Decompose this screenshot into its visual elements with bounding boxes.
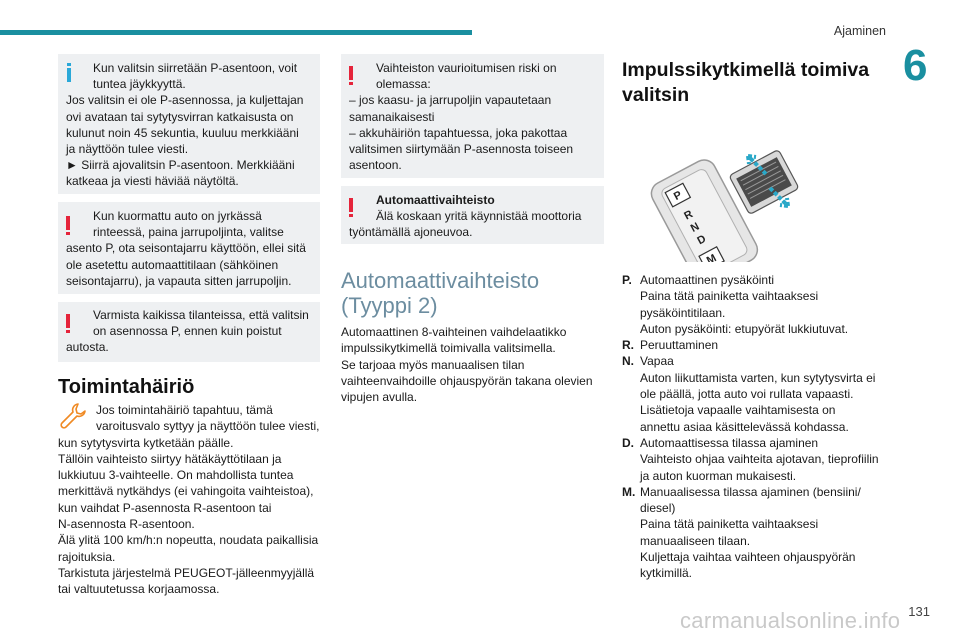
malfunction-line: kun sytytysvirta kytketään päälle. — [58, 435, 234, 450]
info-line: kulunut noin 45 sekuntia, kuuluu merkkiääni — [66, 125, 299, 140]
section-heading-gearbox — [341, 268, 539, 318]
definition-value — [640, 353, 892, 434]
warning-box-before-leaving — [58, 302, 320, 362]
page-number: 131 — [908, 604, 930, 619]
warning-line: Vaihteiston vaurioitumisen riski on — [376, 61, 557, 75]
definition-row — [622, 484, 892, 582]
warning-title: Automaattivaihteisto — [376, 193, 495, 207]
selector-definitions — [622, 272, 892, 582]
definition-line: Vaihteisto ohjaa vaihteita ajotavan, tieprofiilin — [640, 452, 879, 467]
selector-letter-m: M — [704, 252, 719, 262]
info-line: ► Siirrä ajovalitsin P-asentoon. Merkkiääni — [66, 158, 295, 173]
warning-box-no-push-start — [341, 186, 604, 244]
warning-line: asento P, ota seisontajarru käyttöön, ellei sitä — [66, 241, 306, 256]
definition-line: pysäköintitilaan. — [640, 305, 726, 320]
selector-letter-p: P — [671, 189, 685, 204]
section-heading-line: (Tyyppi 2) — [341, 293, 438, 318]
malfunction-line: Jos toimintahäiriö tapahtuu, tämä — [96, 403, 273, 417]
info-line: ja näyttöön tulee viesti. — [66, 142, 189, 157]
warning-line: ole asetettu automaattitilaan (sähköinen — [66, 257, 279, 272]
warning-box-loaded-slope — [58, 202, 320, 294]
definition-line: annettu asiaa käsittelevässä kohdassa. — [640, 419, 849, 434]
malfunction-line: Tarkistuta järjestelmä PEUGEOT-jälleenmyyjällä — [58, 565, 315, 580]
warning-line: autosta. — [66, 340, 109, 355]
malfunction-line: rajoituksia. — [58, 549, 116, 564]
malfunction-line: merkittävä nytkähdys (ei vahingoita vaihteistoa), — [58, 484, 314, 499]
definition-line: ole päällä, jotta auto voi rullata vapaasti. — [640, 387, 854, 402]
chapter-title: Ajaminen — [833, 24, 886, 38]
definition-line: manuaaliseen tilaan. — [640, 533, 751, 548]
selector-letter-n: N — [688, 220, 702, 235]
definition-line: Automaattisessa tilassa ajaminen — [640, 435, 819, 450]
paragraph-line: Automaattinen 8-vaihteinen vaihdelaatikko — [341, 325, 567, 339]
warning-box-damage-risk — [341, 54, 604, 178]
definition-line: Paina tätä painiketta vaihtaaksesi — [640, 289, 819, 304]
definition-line: Automaattinen pysäköinti — [640, 273, 775, 287]
warning-line: on asennossa P, ennen kuin poistut — [93, 324, 282, 339]
warning-line: Kun kuormattu auto on jyrkässä — [93, 209, 262, 223]
warning-line: olemassa: — [376, 77, 431, 92]
malfunction-line: N-asennosta R-asentoon. — [58, 517, 195, 532]
paragraph-line: vipujen avulla. — [341, 390, 418, 405]
definition-row — [622, 435, 892, 484]
definition-row — [622, 337, 892, 353]
definition-key: R. — [622, 338, 634, 353]
paragraph-line: vaihteenvaihdoille ohjauspyörän takana olevien — [341, 373, 593, 388]
selector-letter-r: R — [682, 208, 695, 223]
definition-line: Auton pysäköinti: etupyörät lukkiutuvat. — [640, 321, 849, 336]
definition-line: Vapaa — [640, 354, 674, 369]
warning-line: Älä koskaan yritä käynnistää moottoria — [376, 209, 582, 224]
warning-line: samanaikaisesti — [349, 109, 435, 124]
definition-line: Kuljettaja vaihtaa vaihteen ohjauspyörän — [640, 550, 856, 565]
gear-selector-illustration — [646, 124, 826, 262]
definition-row — [622, 353, 892, 434]
definition-row — [622, 272, 892, 337]
gearbox-paragraph — [341, 324, 609, 405]
warning-line: asentoon. — [349, 158, 402, 173]
definition-key: P. — [622, 273, 632, 287]
definition-value — [640, 272, 892, 337]
paragraph-line: impulssikytkimellä toimivalla valitsimella. — [341, 341, 556, 356]
definition-key: N. — [622, 354, 634, 369]
warning-line: seisontajarru), ja vapauta sitten jarrupoljin. — [66, 273, 292, 288]
malfunction-line: varoitusvalo syttyy ja näyttöön tulee viesti, — [96, 419, 320, 434]
warning-line: Varmista kaikissa tilanteissa, että valitsin — [93, 308, 309, 322]
definition-key: M. — [622, 484, 636, 499]
definition-value — [640, 484, 892, 582]
paragraph-line: Se tarjoaa myös manuaalisen tilan — [341, 357, 525, 372]
definition-line: Lisätietoja vapaalle vaihtamisesta on — [640, 403, 836, 418]
selector-heading — [622, 58, 869, 108]
definition-line: diesel) — [640, 501, 676, 516]
warning-line: valitsimen siirtymään P-asennosta toiseen — [349, 142, 574, 157]
definition-key: D. — [622, 435, 634, 450]
warning-line: – akkuhäiriön tapahtuessa, joka pakottaa — [349, 125, 568, 140]
definition-line: Peruuttaminen — [640, 338, 719, 353]
selector-heading-line: Impulssikytkimellä toimiva — [622, 59, 870, 81]
warning-line: rinteessä, paina jarrupoljinta, valitse — [93, 225, 284, 240]
malfunction-line: Tällöin vaihteisto siirtyy hätäkäyttötilaan ja — [58, 451, 282, 466]
definition-value — [640, 337, 892, 353]
warning-line: työntämällä ajoneuvoa. — [349, 225, 473, 240]
malfunction-line: Älä ylitä 100 km/h:n nopeutta, noudata paikallisia — [58, 533, 319, 548]
definition-line: Manuaalisessa tilassa ajaminen (bensiini/ — [640, 484, 861, 499]
info-line: katkeaa ja viesti häviää näytöltä. — [66, 174, 239, 189]
selector-heading-line: valitsin — [622, 84, 690, 106]
malfunction-heading: Toimintahäiriö — [58, 376, 195, 398]
malfunction-line: kun vaihdat P-asennosta R-asentoon tai — [58, 500, 272, 515]
definition-line: kytkimillä. — [640, 566, 693, 581]
section-heading-line: Automaattivaihteisto — [341, 268, 540, 293]
info-line: tuntea jäykkyyttä. — [93, 77, 186, 92]
selector-letter-d: D — [695, 232, 709, 248]
chapter-number: 6 — [903, 41, 928, 90]
definition-line: Auton liikuttamista varten, kun sytytysvirta ei — [640, 370, 876, 385]
info-box — [58, 54, 320, 194]
definition-line: ja auton kuorman mukaisesti. — [640, 468, 797, 483]
definition-value — [640, 435, 892, 484]
malfunction-line: tai valtuutetussa korjaamossa. — [58, 582, 220, 597]
warning-line: – jos kaasu- ja jarrupoljin vapautetaan — [349, 93, 552, 108]
info-line: Jos valitsin ei ole P-asennossa, ja kuljettajan — [66, 93, 304, 108]
watermark: carmanualsonline.info — [680, 608, 901, 633]
info-line: ovi avataan tai sytytysvirran katkaisusta on — [66, 109, 294, 124]
malfunction-line: lukkiutuu 3-vaihteelle. On mahdollista tuntea — [58, 468, 294, 483]
definition-line: Paina tätä painiketta vaihtaaksesi — [640, 517, 819, 532]
header-accent-bar — [0, 30, 472, 35]
malfunction-text — [58, 402, 326, 598]
info-line: Kun valitsin siirretään P-asentoon, voit — [93, 61, 298, 75]
